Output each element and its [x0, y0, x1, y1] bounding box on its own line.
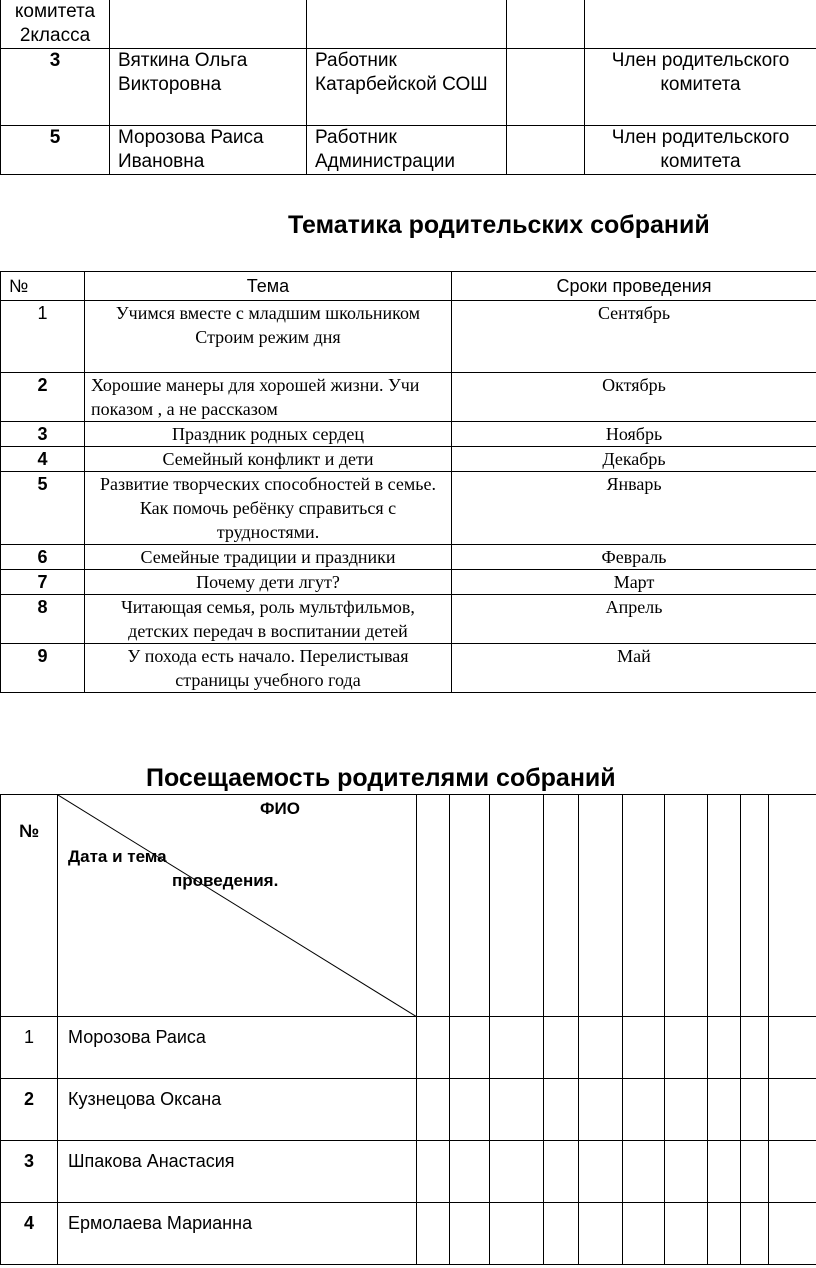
topics-header-num: №: [1, 272, 85, 301]
attendance-row: [1, 1203, 816, 1265]
attendance-row-name: Кузнецова Оксана: [58, 1079, 417, 1141]
topic-num: 9: [1, 644, 85, 693]
topic-row: [1, 373, 816, 422]
committee-row-work: Работник Администрации: [307, 126, 507, 175]
attendance-title: Посещаемость родителями собраний: [146, 764, 616, 792]
topic-row: [1, 301, 816, 373]
topic-text: Праздник родных сердец: [85, 422, 452, 447]
topic-date: Апрель: [452, 595, 816, 644]
attendance-cell: [579, 795, 623, 1017]
topic-date: Декабрь: [452, 447, 816, 472]
topic-text: [85, 301, 452, 373]
committee-row-name: Морозова Раиса Ивановна: [110, 126, 307, 175]
committee-row-extra: [507, 49, 585, 126]
topic-num: 3: [1, 422, 85, 447]
topic-row: [1, 595, 816, 644]
topic-num: 6: [1, 545, 85, 570]
topics-header-date: Сроки проведения: [452, 272, 816, 301]
attendance-row-name: Морозова Раиса: [58, 1017, 417, 1079]
topic-row: [1, 570, 816, 595]
committee-row-extra: [507, 126, 585, 175]
committee-top-row: [1, 0, 816, 49]
held-label: проведения.: [172, 871, 279, 890]
committee-row-num: 3: [1, 49, 110, 126]
committee-row-work: Работник Катарбейской СОШ: [307, 49, 507, 126]
topic-text: Хорошие манеры для хорошей жизни. Учи показом , а не рассказом: [85, 373, 452, 422]
fio-label: ФИО: [260, 799, 300, 818]
attendance-row-name: Шпакова Анастасия: [58, 1141, 417, 1203]
committee-row-name: Вяткина Ольга Викторовна: [110, 49, 307, 126]
committee-row: [1, 49, 816, 126]
attendance-row: [1, 1017, 816, 1079]
diagonal-divider: [58, 795, 417, 1017]
attendance-header-num: №: [1, 795, 58, 1017]
topic-text: Семейный конфликт и дети: [85, 447, 452, 472]
topic-text: Семейные традиции и праздники: [85, 545, 452, 570]
topic-num: 5: [1, 472, 85, 545]
topic-date: Февраль: [452, 545, 816, 570]
topic-row: [1, 472, 816, 545]
date-topic-label: Дата и тема: [68, 847, 167, 866]
attendance-row: [1, 1079, 816, 1141]
attendance-row-num: 2: [1, 1079, 58, 1141]
topic-date: Март: [452, 570, 816, 595]
committee-table: [0, 0, 816, 175]
committee-row-num: 5: [1, 126, 110, 175]
committee-top-cell: комитета 2класса: [1, 0, 110, 49]
topic-date: Май: [452, 644, 816, 693]
attendance-cell: [623, 795, 665, 1017]
attendance-cell: [665, 795, 708, 1017]
topic-row: [1, 644, 816, 693]
committee-row-role: Член родительского комитета: [585, 49, 816, 126]
attendance-row-num: 4: [1, 1203, 58, 1265]
topic-text: Почему дети лгут?: [85, 570, 452, 595]
attendance-row-num: 3: [1, 1141, 58, 1203]
topics-table: [0, 271, 816, 693]
attendance-diagonal-header: [58, 795, 417, 1017]
topic-row: [1, 422, 816, 447]
committee-row-role: Член родительского комитета: [585, 126, 816, 175]
topic-num: 1: [1, 301, 85, 373]
attendance-cell: [417, 795, 450, 1017]
topic-num: 2: [1, 373, 85, 422]
attendance-row: [1, 1141, 816, 1203]
topic-row: [1, 447, 816, 472]
topic-text: Читающая семья, роль мультфильмов, детских передач в воспитании детей: [85, 595, 452, 644]
topics-title: Тематика родительских собраний: [288, 211, 710, 239]
attendance-row-name: Ермолаева Марианна: [58, 1203, 417, 1265]
topic-row: [1, 545, 816, 570]
attendance-cell: [708, 795, 741, 1017]
topic-text: Развитие творческих способностей в семье. Как помочь ребёнку справиться с трудностями.: [85, 472, 452, 545]
attendance-cell: [450, 795, 490, 1017]
attendance-cell: [741, 795, 769, 1017]
topic-num: 8: [1, 595, 85, 644]
topic-num: 4: [1, 447, 85, 472]
attendance-row-num: 1: [1, 1017, 58, 1079]
topics-header-topic: Тема: [85, 272, 452, 301]
topic-num: 7: [1, 570, 85, 595]
topic-date: Январь: [452, 472, 816, 545]
topic-date: Сентябрь: [452, 301, 816, 373]
topic-date: Ноябрь: [452, 422, 816, 447]
attendance-cell: [544, 795, 579, 1017]
topic-text: У похода есть начало. Перелистывая страницы учебного года: [85, 644, 452, 693]
attendance-table: [0, 794, 816, 1265]
topics-header-row: [1, 272, 816, 301]
attendance-header-row: [1, 795, 816, 1017]
committee-row: [1, 126, 816, 175]
topic-text-content: Учимся вместе с младшим школьником Строим режим дня: [115, 303, 421, 347]
topic-date: Октябрь: [452, 373, 816, 422]
attendance-cell: [769, 795, 816, 1017]
diagonal-line: [58, 795, 417, 1017]
attendance-cell: [490, 795, 544, 1017]
